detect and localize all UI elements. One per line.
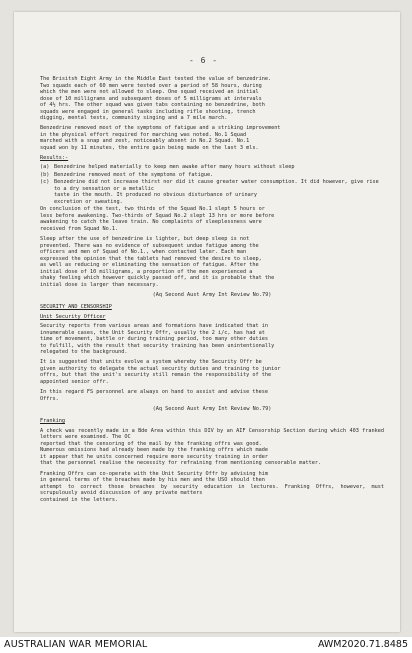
- section-heading: Unit Security Officer: [40, 313, 106, 320]
- paragraph: A check was recently made in a Bde Area within this DIV by an AIF Censorship Section during which 403 franked letters were examined. The OC reported that the censoring of the mail by the franking offrs was good. Numerous omissions had already been made by the franking offrs which made it appear that he units concerned require more security training in order that the personnel realise the necessity for refraining from mentioning censorable matter.: [40, 427, 384, 467]
- result-item-text: Benzedrine removed most of the symptoms of fatigue.: [54, 171, 214, 178]
- paragraph: The Brisitsh Eight Army in the Middle East tested the value of benzedrine. Two squads each of 60 men were tested over a period of 58 hours, during which the men were not allowed to sleep. One squad received an initial dose of 10 milligrams and subsequent doses of 5 milligrams at intervals of 4½ hrs. The other squad was given tabs containing no benzedrine, both squads were engaged in general tasks including rifle shooting, trench digging, mental tests, community singing and a 7 mile march.: [40, 76, 272, 121]
- section-heading: Results:-: [40, 154, 69, 161]
- paragraph: Security reports from various areas and formations have indicated that in innumerable cases, the Unit Security Offr, usually the 2 i/c, has had at time of movement, battle or during training period, too many other duties to fulfill, with the result that security training has been unintentionally relegated to the background.: [40, 323, 275, 356]
- archive-footer: [0, 637, 412, 653]
- archive-name: AUSTRALIAN WAR MEMORIAL: [4, 639, 148, 650]
- result-item-label: (c): [40, 179, 50, 186]
- page-number: - 6 -: [189, 56, 219, 65]
- source-reference: (Aq Second Aust Army Int Review No.79): [152, 291, 272, 298]
- result-item-text: Benzedrine helped materially to keep men awake after many hours without sleep: [54, 164, 295, 171]
- result-item-text: Benzedrine did not increase thirst nor did it cause greater water consumption. It did however, give rise to a dry sensation or a metallic taste in the mouth. It produced no obvious disturbance of urinary excretion or sweating.: [54, 179, 379, 205]
- paragraph: Franking Offrs can co-operate with the Unit Security Offr by advising him in general terms of the breaches made by his men and the USO should then attempt to correct those breaches by security education in lectures. Franking Offrs, however, must scrupulously avoid discussion of any private matters contained in the letters.: [40, 470, 384, 503]
- result-item: [40, 172, 384, 179]
- source-reference: (Aq Second Aust Army Int Review No.79): [152, 405, 272, 412]
- result-item-label: (a): [40, 164, 50, 171]
- document-body: [40, 76, 384, 507]
- paragraph: In this regard FS personnel are always on hand to assist and advise these Offrs.: [40, 389, 268, 402]
- paragraph: It is suggested that units evolve a system whereby the Security Offr be given authority to delegate the actual security duties and training to junior offrs, but that the unit's security still remain the responsibility of the appointed senior offr.: [40, 359, 281, 385]
- paragraph: Benzedrine removed most of the symptoms of fatigue and a striking improvement in the physical effort required for marching was noted. No.1 Squad marched with a snap and zest, noticeably absent in No.2 Squad. No.1 squad won by 11 minutes, the entire gain being made on the last 3 mls.: [40, 125, 281, 151]
- paragraph: On conclusion of the test, two thirds of the Squad No.1 slept 5 hours or less before awakening. Two-thirds of Squad No.2 slept 13 hrs or more before awakening to catch the leave train. No complaints of sleeplessness were received from Squad No.1.: [40, 206, 275, 232]
- section-heading: SECURITY AND CENSORSHIP: [40, 304, 112, 311]
- paragraph: Sleep after the use of benzedrine is lighter, but deep sleep is not prevented. There was no evidence of subsequent undue fatigue among the officers and men of Squad of No.1., when contacted later. Each man expressed the opinion that the tablets had removed the desire to sleep, as well as reducing or eliminating the sensation of fatigue. After the initial dose of 10 milligrams, a proportion of the men experienced a shaky feeling which however quickly passed off, and it is probable that the initial dose is larger than necessary.: [40, 236, 275, 288]
- archive-reference: AWM2020.71.8485: [317, 639, 408, 650]
- document-page: [14, 12, 400, 632]
- result-item: [40, 164, 384, 171]
- result-item-label: (b): [40, 171, 50, 178]
- result-item: [40, 179, 384, 205]
- section-heading: Franking: [40, 418, 65, 425]
